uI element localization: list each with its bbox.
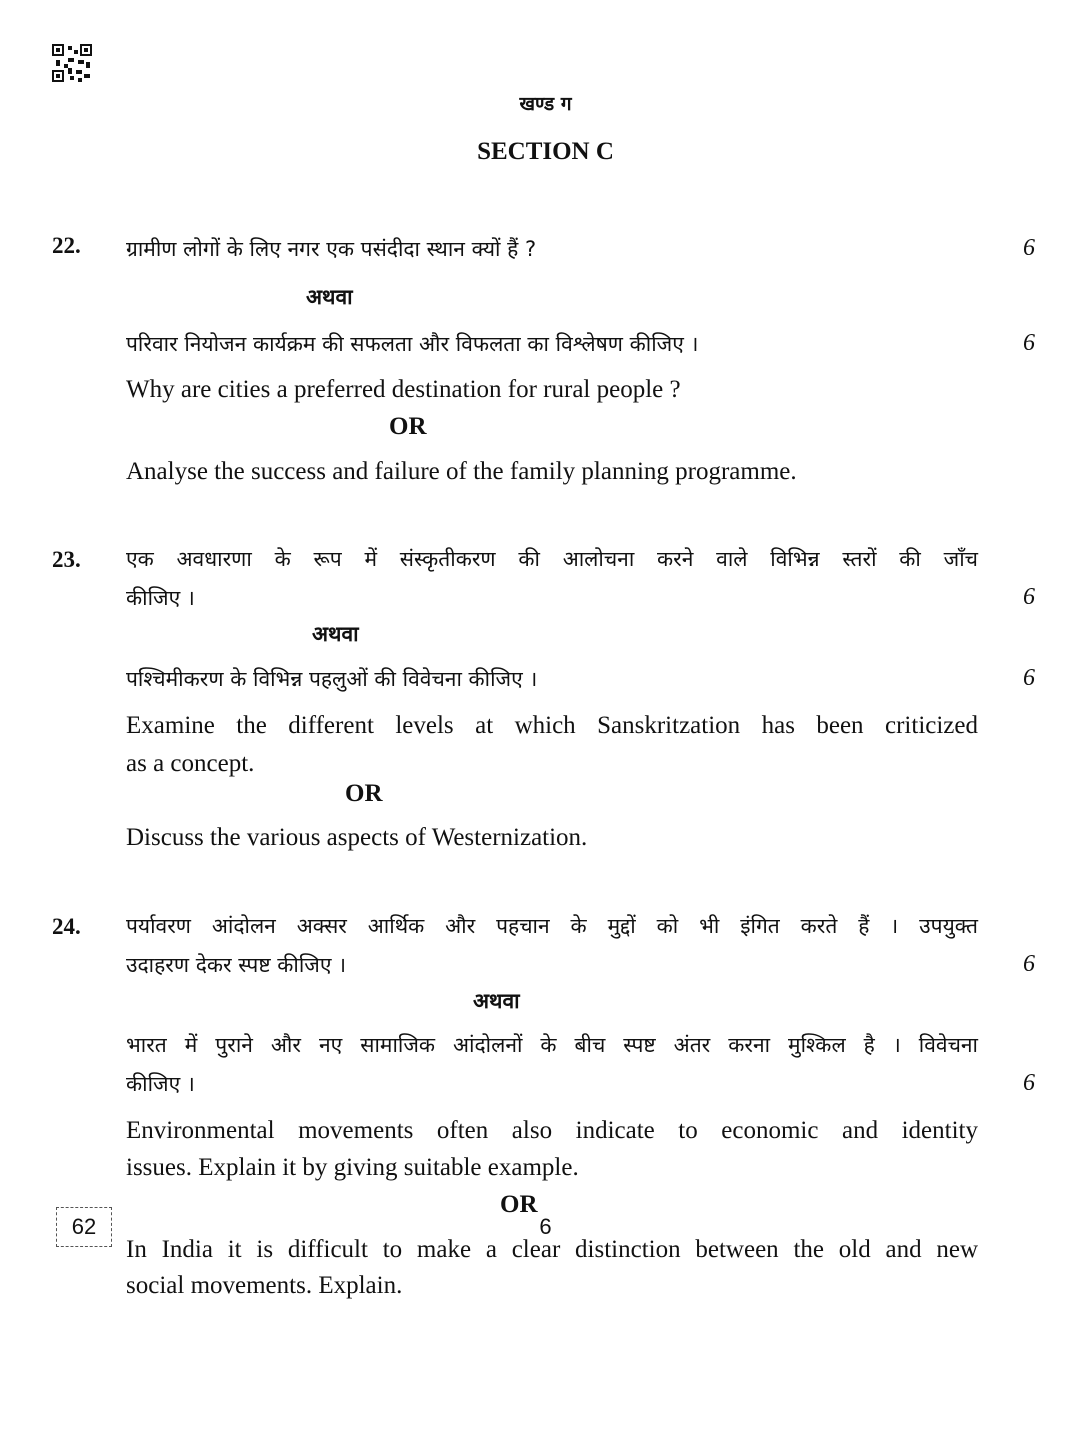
question-text-hindi-line2: कीजिए । bbox=[126, 586, 195, 610]
page-number: 6 bbox=[539, 1214, 552, 1239]
question-number: 23. bbox=[52, 547, 81, 572]
paper-code: 62 bbox=[71, 1214, 97, 1239]
alternative-question-english: Discuss the various aspects of Westernization. bbox=[126, 824, 588, 851]
qr-code-icon bbox=[52, 44, 92, 82]
alternative-question-hindi-line1: भारत में पुराने और नए सामाजिक आंदोलनों के बीच स्पष्ट अंतर करना मुश्किल है । विवेचना bbox=[126, 1033, 978, 1057]
question-number: 24. bbox=[52, 914, 81, 939]
question-text-hindi-line1: एक अवधारणा के रूप में संस्कृतीकरण की आलोचना करने वाले विभिन्न स्तरों की जाँच bbox=[126, 547, 978, 571]
question-text-english-line2: as a concept. bbox=[126, 750, 255, 777]
question-text-hindi: ग्रामीण लोगों के लिए नगर एक पसंदीदा स्थान क्यों हैं ? bbox=[126, 237, 537, 261]
question-text-english-line2: issues. Explain it by giving suitable example. bbox=[126, 1154, 579, 1181]
or-label-english: OR bbox=[500, 1191, 538, 1218]
marks: 6 bbox=[1023, 665, 1035, 691]
alternative-question-english-line1: In India it is difficult to make a clear distinction between the old and new bbox=[126, 1236, 978, 1263]
section-heading-hindi: खण्ड ग bbox=[519, 93, 572, 115]
marks: 6 bbox=[1023, 951, 1035, 977]
or-label-english: OR bbox=[389, 413, 427, 440]
marks: 6 bbox=[1023, 1070, 1035, 1096]
section-heading-english: SECTION C bbox=[477, 138, 614, 165]
question-text-english-line1: Environmental movements often also indicate to economic and identity bbox=[126, 1117, 978, 1144]
question-text-english: Why are cities a preferred destination for rural people ? bbox=[126, 376, 681, 403]
alternative-question-hindi-line2: कीजिए । bbox=[126, 1072, 195, 1096]
or-label-hindi: अथवा bbox=[306, 285, 353, 309]
question-number: 22. bbox=[52, 233, 81, 258]
or-label-english: OR bbox=[345, 780, 383, 807]
question-text-hindi-line2: उदाहरण देकर स्पष्ट कीजिए । bbox=[126, 953, 347, 977]
alternative-question-english: Analyse the success and failure of the family planning programme. bbox=[126, 458, 797, 485]
or-label-hindi: अथवा bbox=[473, 989, 520, 1013]
alternative-question-english-line2: social movements. Explain. bbox=[126, 1272, 403, 1299]
question-text-english-line1: Examine the different levels at which Sanskritzation has been criticized bbox=[126, 712, 978, 739]
or-label-hindi: अथवा bbox=[312, 622, 359, 646]
alternative-question-hindi: परिवार नियोजन कार्यक्रम की सफलता और विफलता का विश्लेषण कीजिए । bbox=[126, 332, 699, 356]
question-text-hindi-line1: पर्यावरण आंदोलन अक्सर आर्थिक और पहचान के मुद्दों को भी इंगित करते हैं । उपयुक्त bbox=[126, 914, 978, 938]
marks: 6 bbox=[1023, 235, 1035, 261]
alternative-question-hindi: पश्चिमीकरण के विभिन्न पहलुओं की विवेचना कीजिए । bbox=[126, 667, 538, 691]
marks: 6 bbox=[1023, 584, 1035, 610]
marks: 6 bbox=[1023, 330, 1035, 356]
